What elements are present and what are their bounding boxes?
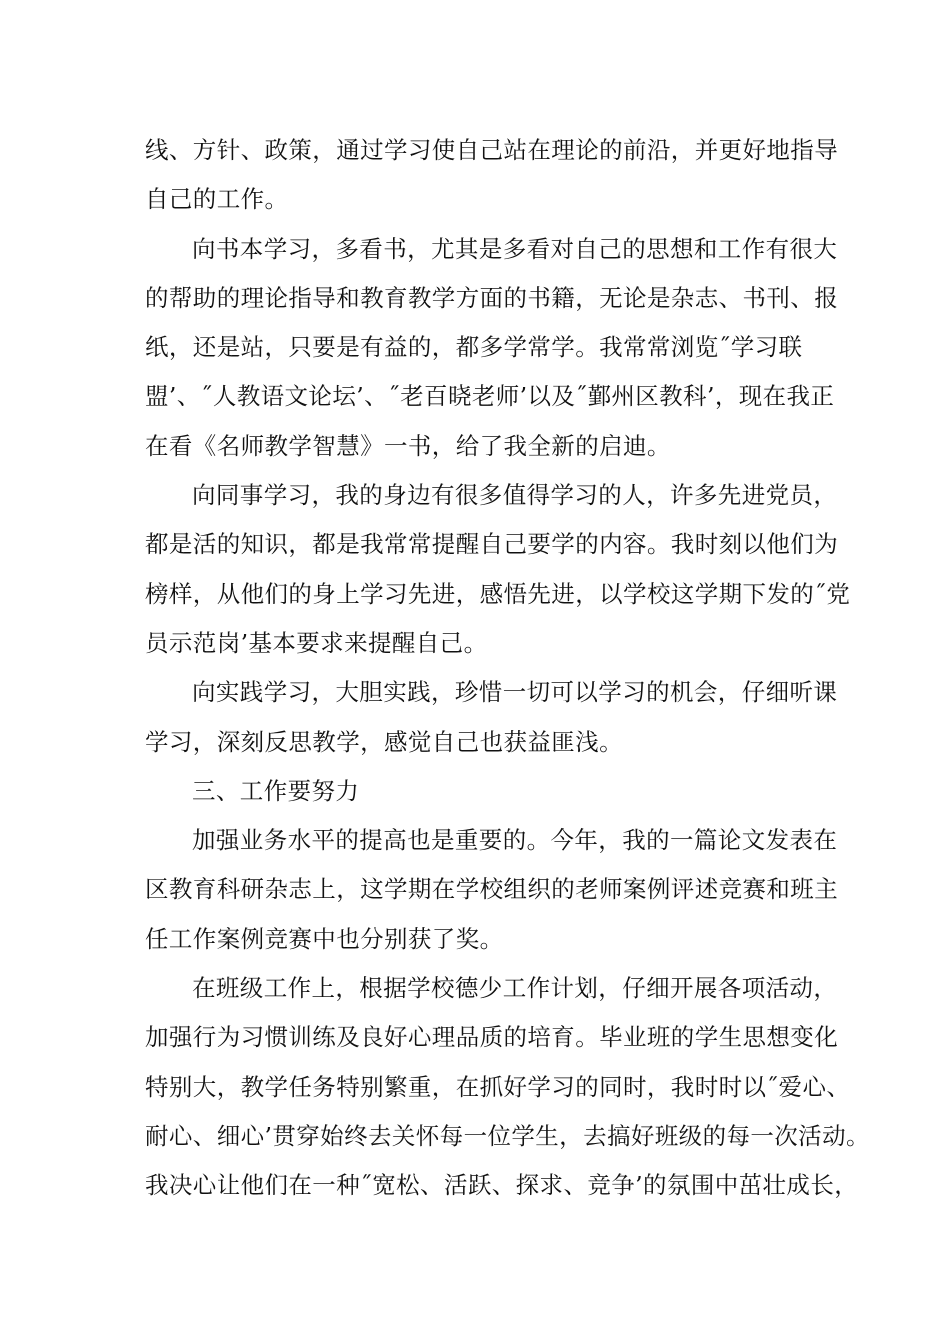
text-line: 耐心、细心’贯穿始终去关怀每一位学生，去搞好班级的每一次活动。 [145, 1121, 870, 1150]
paragraph [145, 126, 839, 225]
text-line: 特别大，教学任务特别繁重，在抓好学习的同时，我时时以˝爱心、 [145, 1072, 851, 1101]
text-line: 向实践学习，大胆实践，珍惜一切可以学习的机会，仔细听课 [192, 678, 838, 707]
paragraph [145, 816, 839, 964]
text-line: 的帮助的理论指导和教育教学方面的书籍，无论是杂志、书刊、报 [145, 283, 839, 312]
text-line: 在班级工作上，根据学校德少工作计划，仔细开展各项活动， [192, 974, 838, 1003]
document-page [145, 126, 870, 1211]
text-line: 榜样，从他们的身上学习先进，感悟先进，以学校这学期下发的˝党 [145, 579, 851, 608]
text-line: 加强业务水平的提高也是重要的。今年，我的一篇论文发表在 [192, 826, 838, 855]
text-line: 在看《名师教学智慧》一书，给了我全新的启迪。 [145, 431, 671, 460]
text-line: 向同事学习，我的身边有很多值得学习的人，许多先进党员， [192, 481, 838, 510]
text-line: 纸，还是站，只要是有益的，都多学常学。我常常浏览˝学习联 [145, 333, 803, 362]
text-line: 员示范岗’基本要求来提醒自己。 [145, 628, 488, 657]
text-line: 区教育科研杂志上，这学期在学校组织的老师案例评述竞赛和班主 [145, 875, 839, 904]
text-line: 自己的工作。 [145, 185, 289, 214]
text-line: 盟’、˝人教语文论坛’、˝老百晓老师’以及˝鄞州区教科’，现在我正 [145, 382, 835, 411]
text-line: 向书本学习，多看书，尤其是多看对自己的思想和工作有很大 [192, 234, 838, 263]
text-line: 任工作案例竞赛中也分别获了奖。 [145, 924, 504, 953]
text-line: 加强行为习惯训练及良好心理品质的培育。毕业班的学生思想变化 [145, 1023, 839, 1052]
paragraph [145, 668, 838, 767]
section-heading [145, 767, 825, 816]
text-line: 线、方针、政策，通过学习使自己站在理论的前沿，并更好地指导 [145, 136, 839, 164]
text-line: 我决心让他们在一种˝宽松、活跃、探求、竞争’的氛围中茁壮成长， [145, 1171, 859, 1200]
paragraph [145, 964, 870, 1210]
text-line: 学习，深刻反思教学，感觉自己也获益匪浅。 [145, 727, 623, 756]
paragraph [145, 471, 851, 668]
paragraph [145, 225, 839, 471]
text-line: 都是活的知识，都是我常常提醒自己要学的内容。我时刻以他们为 [145, 530, 839, 559]
heading-text: 三、工作要努力 [192, 776, 360, 805]
